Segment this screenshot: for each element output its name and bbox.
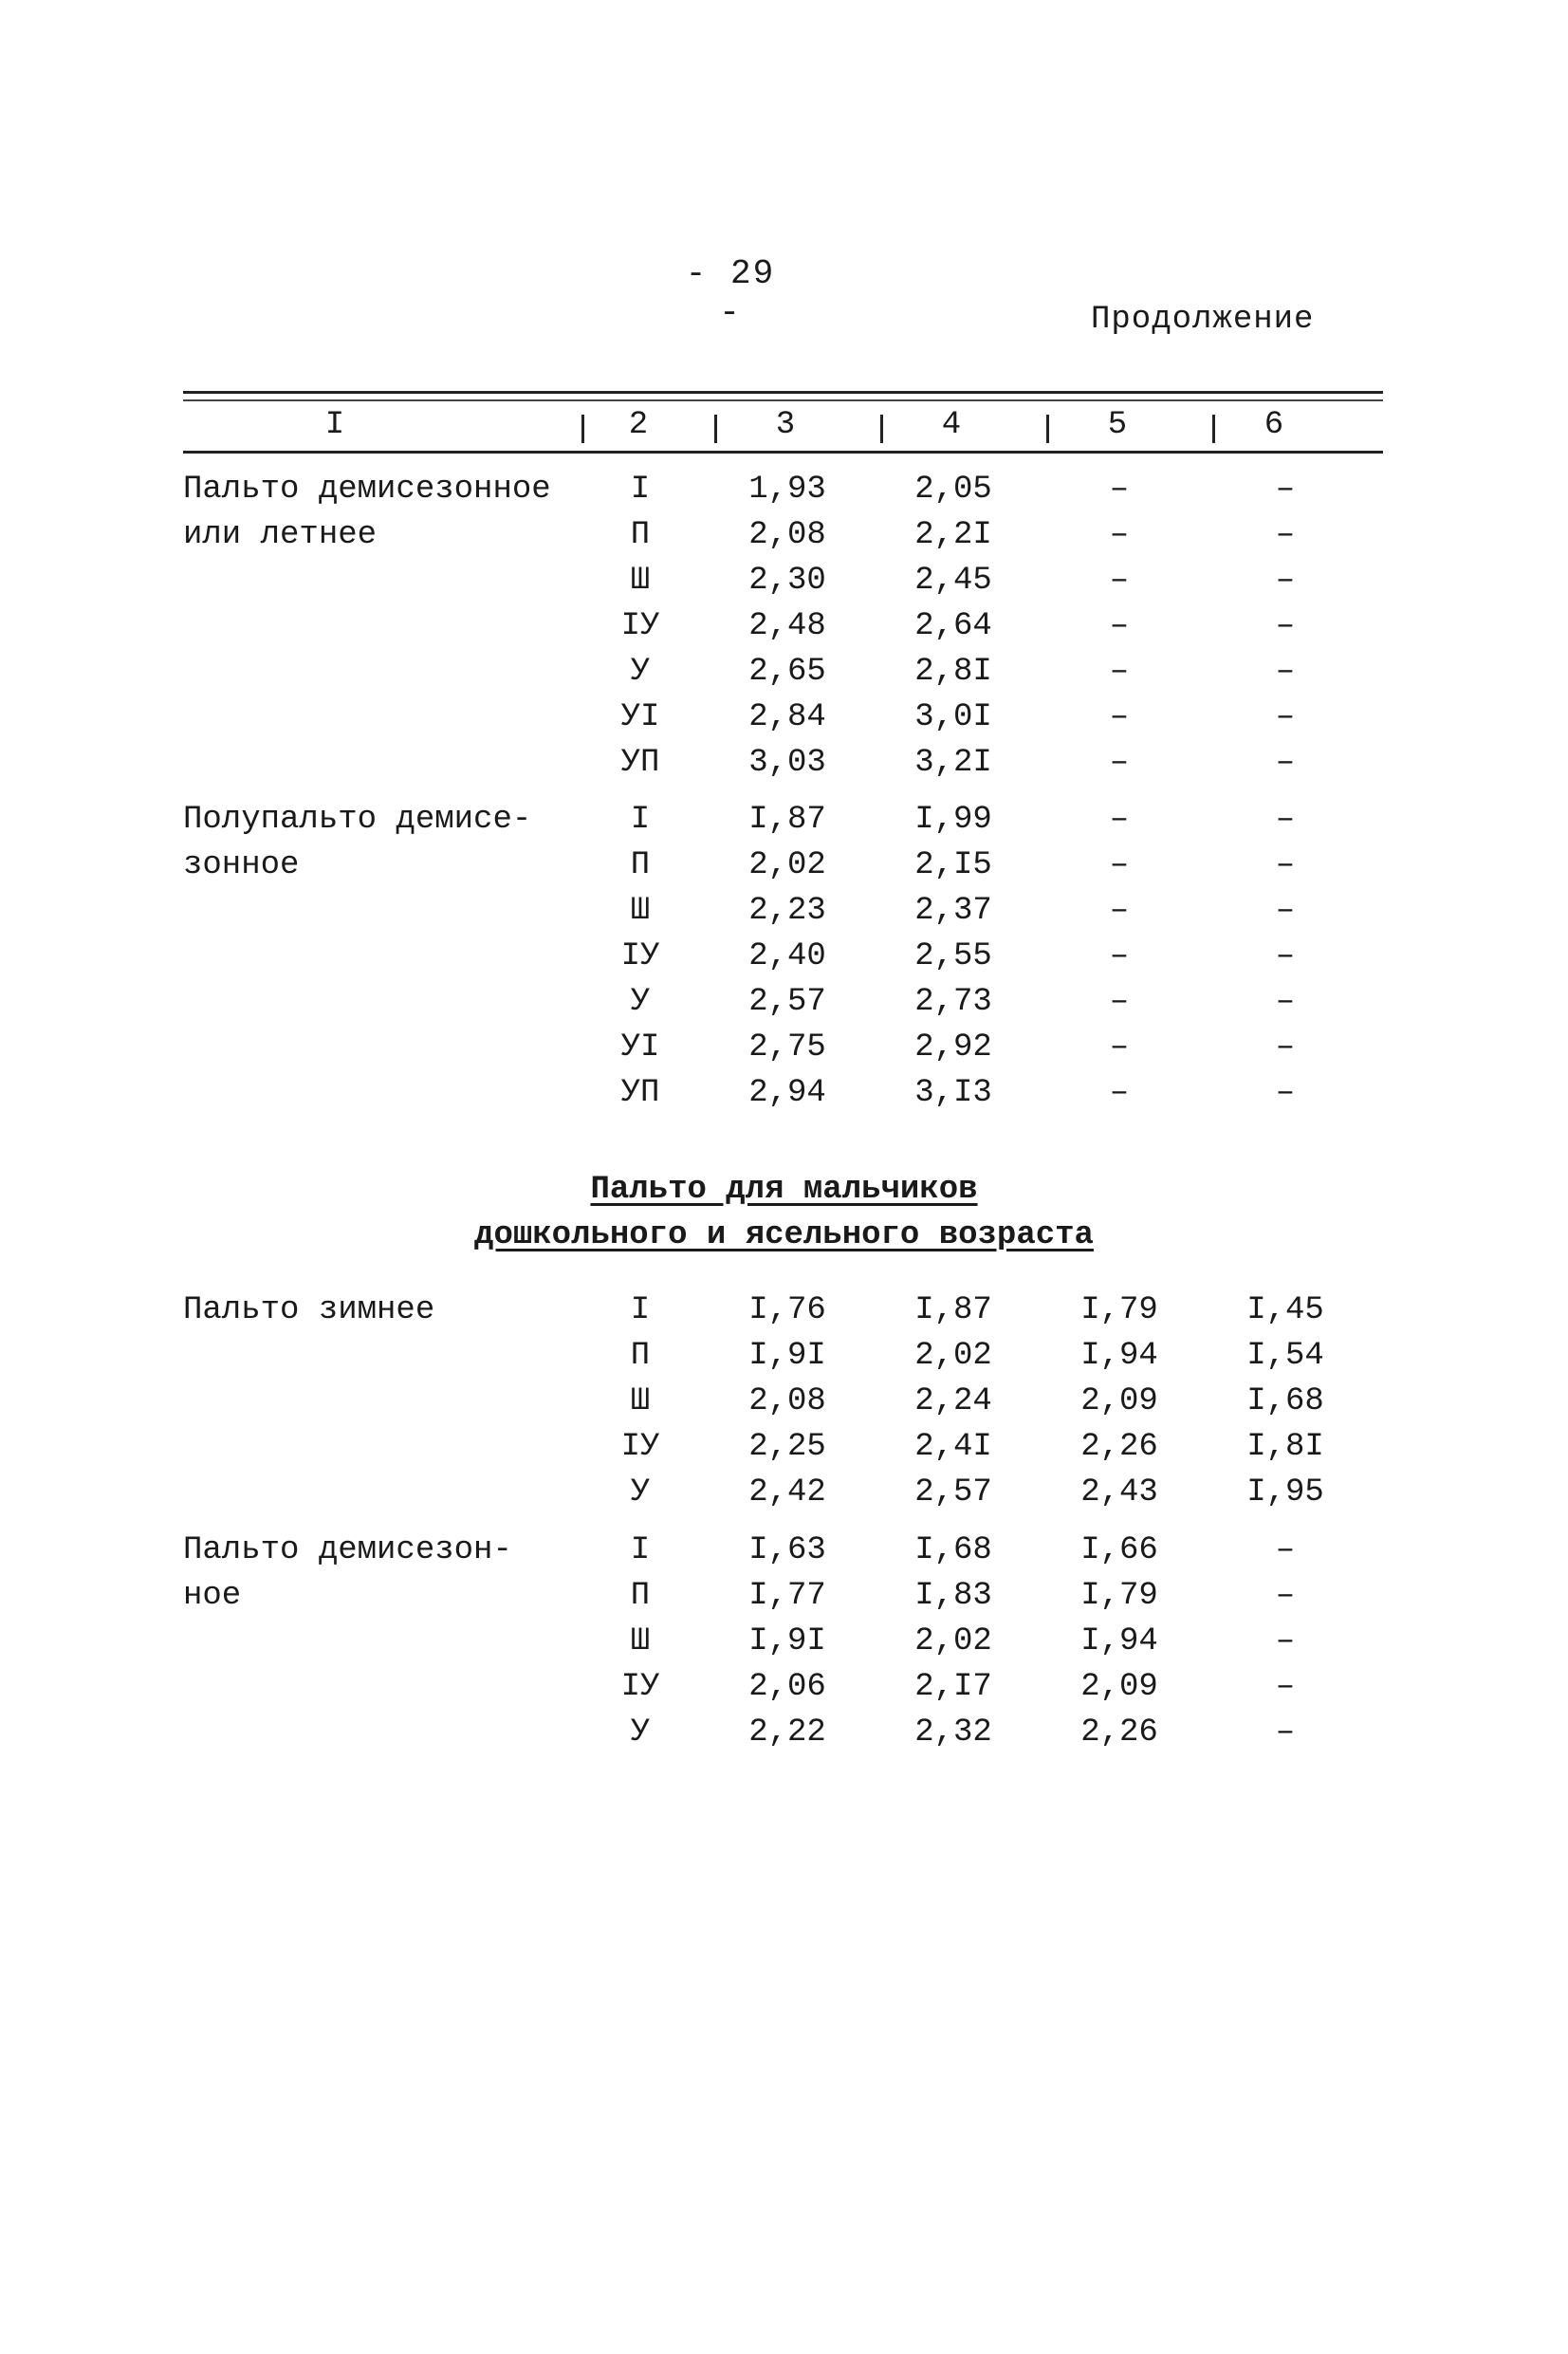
value-col-5: I,79 [1080,1578,1158,1614]
table-row [0,467,1568,512]
header-col-2: 2 [628,407,649,443]
value-col-3: 3,03 [748,745,826,781]
table-row [0,1025,1568,1070]
size-number: УП [620,1075,660,1111]
value-col-5: – [1109,517,1130,553]
table-row [0,1528,1568,1573]
size-number: П [630,1338,651,1374]
table-row [0,797,1568,843]
table-row [0,934,1568,979]
table-row [0,888,1568,934]
value-col-6: – [1275,745,1296,781]
value-col-6: – [1275,654,1296,690]
value-col-3: 2,06 [748,1669,826,1705]
size-number: I [630,472,651,508]
value-col-3: I,9I [748,1338,826,1374]
value-col-5: – [1109,893,1130,929]
value-col-4: 3,0I [914,699,992,735]
value-col-6: I,54 [1246,1338,1324,1374]
value-col-4: 2,57 [914,1474,992,1511]
value-col-6: – [1275,1578,1296,1614]
value-col-4: 2,05 [914,472,992,508]
value-col-4: 2,37 [914,893,992,929]
value-col-4: 2,8I [914,654,992,690]
item-name: Пальто демисезонное [183,472,551,508]
size-number: П [630,1578,651,1614]
value-col-4: 3,2I [914,745,992,781]
size-number: Ш [630,563,651,599]
header-col-3: 3 [775,407,796,443]
table-row [0,512,1568,558]
value-col-3: 2,22 [748,1715,826,1751]
value-col-4: I,99 [914,802,992,838]
table-row [0,1333,1568,1379]
table-row [0,1288,1568,1333]
value-col-5: – [1109,938,1130,974]
size-number: У [630,1715,651,1751]
table-row [0,1710,1568,1755]
value-col-5: 2,09 [1080,1383,1158,1419]
value-col-4: 2,73 [914,984,992,1020]
value-col-5: I,79 [1080,1292,1158,1328]
table-row [0,1470,1568,1515]
value-col-3: 2,08 [748,1383,826,1419]
value-col-5: I,94 [1080,1623,1158,1659]
value-col-4: 2,I5 [914,847,992,883]
value-col-5: – [1109,1029,1130,1066]
value-col-6: – [1275,517,1296,553]
size-number: УI [620,699,660,735]
table-row [0,843,1568,888]
header-col-5: 5 [1107,407,1128,443]
size-number: У [630,1474,651,1511]
size-number: П [630,517,651,553]
value-col-4: 2,45 [914,563,992,599]
item-name: зонное [183,847,300,883]
value-col-5: – [1109,1075,1130,1111]
table-row [0,1619,1568,1664]
table-row [0,979,1568,1025]
value-col-6: – [1275,1029,1296,1066]
value-col-6: – [1275,984,1296,1020]
value-col-4: 2,24 [914,1383,992,1419]
item-name: или летнее [183,517,378,553]
value-col-5: – [1109,802,1130,838]
size-number: I [630,802,651,838]
table-row [0,558,1568,603]
section-2-title-line-1: Пальто для мальчиков [590,1172,978,1208]
value-col-6: – [1275,802,1296,838]
header-col-4: 4 [941,407,962,443]
value-col-4: 2,2I [914,517,992,553]
value-col-6: I,95 [1246,1474,1324,1511]
size-number: I [630,1532,651,1568]
value-col-4: I,87 [914,1292,992,1328]
table-row [0,649,1568,695]
value-col-6: – [1275,608,1296,644]
table-row [0,1070,1568,1116]
value-col-3: 2,42 [748,1474,826,1511]
value-col-6: – [1275,1075,1296,1111]
size-number: П [630,847,651,883]
value-col-3: I,9I [748,1623,826,1659]
value-col-6: – [1275,893,1296,929]
value-col-3: 2,25 [748,1429,826,1465]
table-row [0,695,1568,740]
value-col-3: 2,48 [748,608,826,644]
item-name: Пальто зимнее [183,1292,435,1328]
size-number: IУ [620,608,660,644]
value-col-3: 2,65 [748,654,826,690]
item-name: Полупальто демисе- [183,802,532,838]
value-col-3: I,76 [748,1292,826,1328]
size-number: IУ [620,1669,660,1705]
value-col-6: – [1275,563,1296,599]
table-row [0,1573,1568,1619]
value-col-3: 2,02 [748,847,826,883]
value-col-5: – [1109,563,1130,599]
value-col-5: – [1109,608,1130,644]
header-separator [880,415,883,443]
value-col-6: – [1275,472,1296,508]
table-row [0,1424,1568,1470]
value-col-6: – [1275,847,1296,883]
table-row [0,1379,1568,1424]
table-header [183,391,1383,454]
value-col-3: 2,23 [748,893,826,929]
value-col-4: 2,64 [914,608,992,644]
value-col-4: 2,92 [914,1029,992,1066]
value-col-6: – [1275,938,1296,974]
header-col-1: I [324,407,345,443]
value-col-3: 1,93 [748,472,826,508]
value-col-5: I,66 [1080,1532,1158,1568]
value-col-5: 2,26 [1080,1429,1158,1465]
value-col-3: 2,08 [748,517,826,553]
value-col-3: 2,30 [748,563,826,599]
size-number: У [630,984,651,1020]
value-col-5: 2,09 [1080,1669,1158,1705]
page-number: - 29 - [685,254,776,332]
value-col-6: I,45 [1246,1292,1324,1328]
value-col-4: I,83 [914,1578,992,1614]
value-col-5: – [1109,984,1130,1020]
value-col-6: – [1275,1623,1296,1659]
value-col-5: – [1109,654,1130,690]
table-row [0,603,1568,649]
header-separator [581,415,584,443]
item-name: Пальто демисезон- [183,1532,512,1568]
size-number: У [630,654,651,690]
header-separator [714,415,717,443]
value-col-5: – [1109,472,1130,508]
header-separator [1212,415,1215,443]
item-name: ное [183,1578,242,1614]
value-col-4: 2,02 [914,1623,992,1659]
value-col-4: 2,02 [914,1338,992,1374]
value-col-5: – [1109,847,1130,883]
size-number: Ш [630,1623,651,1659]
value-col-3: 2,40 [748,938,826,974]
value-col-5: 2,43 [1080,1474,1158,1511]
value-col-3: I,77 [748,1578,826,1614]
value-col-4: 2,55 [914,938,992,974]
value-col-5: 2,26 [1080,1715,1158,1751]
value-col-3: 2,94 [748,1075,826,1111]
value-col-6: – [1275,1532,1296,1568]
value-col-6: – [1275,699,1296,735]
value-col-6: I,68 [1246,1383,1324,1419]
size-number: I [630,1292,651,1328]
header-separator [1046,415,1049,443]
value-col-4: I,68 [914,1532,992,1568]
size-number: IУ [620,1429,660,1465]
size-number: УI [620,1029,660,1066]
value-col-3: 2,57 [748,984,826,1020]
value-col-5: I,94 [1080,1338,1158,1374]
value-col-4: 2,32 [914,1715,992,1751]
value-col-4: 3,I3 [914,1075,992,1111]
value-col-4: 2,4I [914,1429,992,1465]
size-number: Ш [630,1383,651,1419]
size-number: Ш [630,893,651,929]
header-col-6: 6 [1264,407,1284,443]
size-number: IУ [620,938,660,974]
size-number: УП [620,745,660,781]
value-col-6: I,8I [1246,1429,1324,1465]
continuation-label: Продолжение [1091,302,1315,338]
table-row [0,1664,1568,1710]
value-col-3: 2,75 [748,1029,826,1066]
value-col-3: 2,84 [748,699,826,735]
value-col-5: – [1109,699,1130,735]
value-col-6: – [1275,1669,1296,1705]
section-2-title-line-2: дошкольного и ясельного возраста [474,1217,1094,1253]
value-col-3: I,63 [748,1532,826,1568]
value-col-3: I,87 [748,802,826,838]
value-col-5: – [1109,745,1130,781]
table-row [0,740,1568,786]
value-col-6: – [1275,1715,1296,1751]
value-col-4: 2,I7 [914,1669,992,1705]
